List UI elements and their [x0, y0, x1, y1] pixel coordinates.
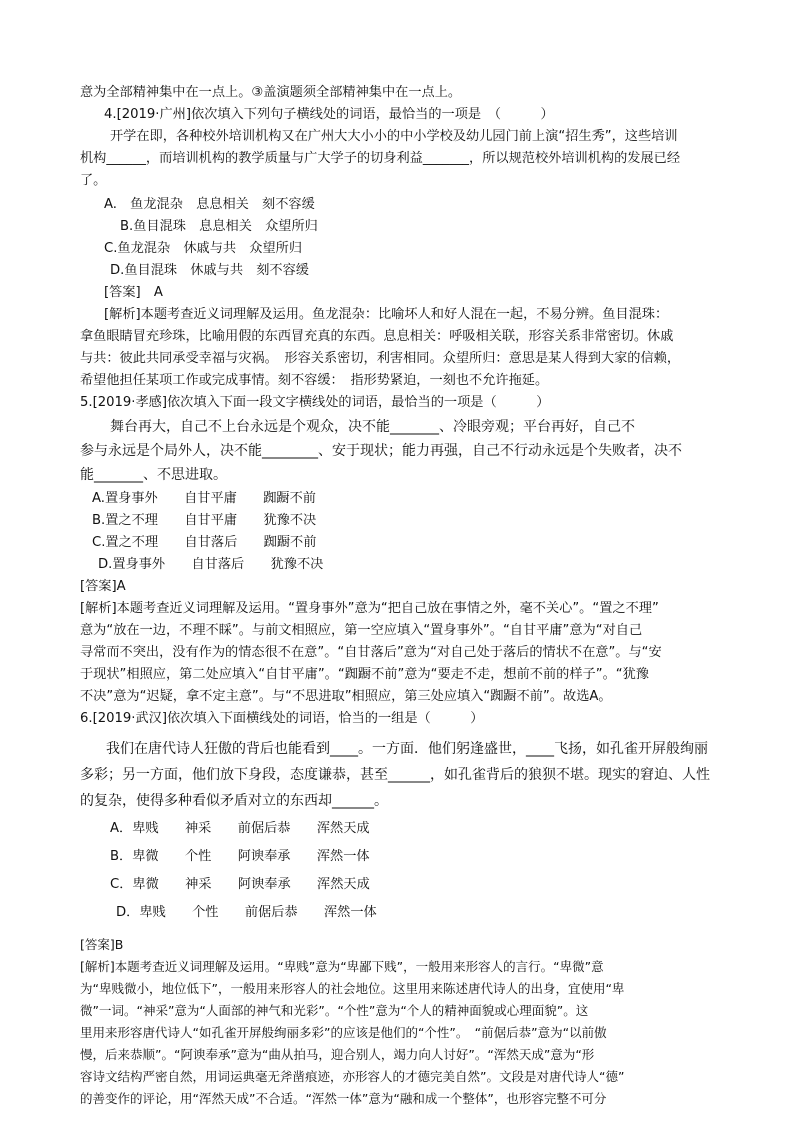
option-b: B.置之不理 自甘平庸 犹豫不决: [92, 513, 317, 528]
question-5-stem: 5.[2019·孝感]依次填入下面一段文字横线处的词语，最恰当的一项是（ ）: [80, 395, 550, 410]
analysis: [解析]本题考查近义词理解及运用。鱼龙混杂：比喻坏人和好人混在一起，不易分辨。鱼目混珠：: [104, 307, 669, 322]
text-line: 与共：彼此共同承受幸福与灾祸。 形容关系密切，利害相同。众望所归：意思是某人得到大家的信赖，: [80, 351, 681, 366]
text-line: 慢，后来恭顺”。“阿谀奉承”意为“曲从拍马，迎合别人，竭力向人讨好”。“浑然天成”意为“形: [80, 1047, 595, 1062]
text-line: 于现状”相照应，第二处应填入“自甘平庸”。“踟蹰不前”意为“要走不走，想前不前的样子”。“犹豫: [80, 667, 649, 682]
text-line: 的善变作的评论，用“浑然天成”不合适。“浑然一体”意为“融和成一个整体”，也形容完整不可分: [80, 1091, 607, 1106]
text-line: 参与永远是个局外人，决不能________、安于现状；能力再强，自己不行动永远是个失败者，决不: [80, 443, 682, 459]
analysis: [解析]本题考查近义词理解及运用。“卑贱”意为“卑鄙下贱”，一般用来形容人的言行。“卑微”意: [80, 959, 604, 974]
text-line: 微”一词。“神采”意为“人面部的神气和光彩”。“个性”意为“个人的精神面貌或心理面貌”。这: [80, 1003, 589, 1018]
option-a: A.置身事外 自甘平庸 踟蹰不前: [92, 491, 316, 506]
text-line: 多彩；另一方面，他们放下身段，态度谦恭，甚至______，如孔雀背后的狼狈不堪。现实的窘迫、人性: [80, 767, 710, 783]
text-line: 里用来形容唐代诗人“如孔雀开屏般绚丽多彩”的应该是他们的“个性”。 “前倨后恭”意为“以前傲: [80, 1025, 607, 1040]
text-line: 拿鱼眼睛冒充珍珠，比喻用假的东西冒充真的东西。息息相关：呼吸相关联，形容关系非常密切。休戚: [80, 329, 674, 344]
question-4-stem: 4.[2019·广州]依次填入下列句子横线处的词语，最恰当的一项是 （ ）: [104, 107, 554, 122]
option-a: A. 鱼龙混杂 息息相关 刻不容缓: [104, 197, 315, 212]
text-line: 了。: [80, 173, 107, 188]
text-line: 舞台再大，自己不上台永远是个观众，决不能_______、冷眼旁观；平台再好，自己不: [110, 419, 635, 435]
option-a: A．卑贱 神采 前倨后恭 浑然天成: [110, 821, 370, 836]
option-d: D.鱼目混珠 休戚与共 刻不容缓: [110, 263, 309, 278]
text-line: 意为全部精神集中在一点上。③盖演题须全部精神集中在一点上。: [80, 85, 462, 100]
text-line: 开学在即，各种校外培训机构又在广州大大小小的中小学校及幼儿园门前上演“招生秀”，这些培训: [110, 129, 678, 144]
question-6-stem: 6.[2019·武汉]依次填入下面横线处的词语，恰当的一组是（ ）: [80, 711, 484, 726]
text-line: 我们在唐代诗人狂傲的背后也能看到____。一方面．他们躬逢盛世，____飞扬，如孔雀开屏般绚丽: [106, 741, 708, 757]
text-line: 容诗文结构严密自然，用词运典毫无斧凿痕迹，亦形容人的才德完美自然”。文段是对唐代诗人“德”: [80, 1069, 625, 1084]
option-d: D.置身事外 自甘落后 犹豫不决: [98, 557, 324, 572]
text-line: 为“卑贱微小，地位低下”，一般用来形容人的社会地位。这里用来陈述唐代诗人的出身，宜使用“卑: [80, 981, 625, 996]
text-line: 意为“放在一边，不理不睬”。与前文相照应，第一空应填入“置身事外”。“自甘平庸”意为“对自己: [80, 623, 643, 638]
text-line: 机构______，而培训机构的教学质量与广大学子的切身利益_______，所以规范校外培训机构的发展已经: [80, 151, 681, 166]
text-line: 寻常而不突出，没有作为的情态很不在意”。“自甘落后”意为“对自己处于落后的情状不在意”。与“安: [80, 645, 662, 660]
option-c: C.鱼龙混杂 休戚与共 众望所归: [104, 241, 303, 256]
text-line: 希望他担任某项工作或完成事情。刻不容缓： 指形势紧迫，一刻也不允许拖延。: [80, 373, 549, 388]
option-c: C.置之不理 自甘落后 踟蹰不前: [92, 535, 317, 550]
analysis: [解析]本题考查近义词理解及运用。“置身事外”意为“把自己放在事情之外，毫不关心”。“置之不理”: [80, 601, 659, 616]
answer: [答案] A: [104, 285, 163, 300]
option-b: B．卑微 个性 阿谀奉承 浑然一体: [110, 849, 370, 864]
option-b: B.鱼目混珠 息息相关 众望所归: [120, 219, 318, 234]
option-c: C．卑微 神采 阿谀奉承 浑然天成: [110, 877, 370, 892]
text-line: 不决”意为“迟疑，拿不定主意”。与“不思进取”相照应，第三处应填入“踟蹰不前”。故选A。: [80, 689, 612, 704]
text-line: 的复杂，使得多种看似矛盾对立的东西却______。: [80, 793, 388, 809]
answer: [答案]B: [80, 937, 124, 952]
text-line: 能_______、不思进取。: [80, 467, 227, 483]
option-d: D．卑贱 个性 前倨后恭 浑然一体: [116, 905, 377, 920]
answer: [答案]A: [80, 579, 126, 594]
